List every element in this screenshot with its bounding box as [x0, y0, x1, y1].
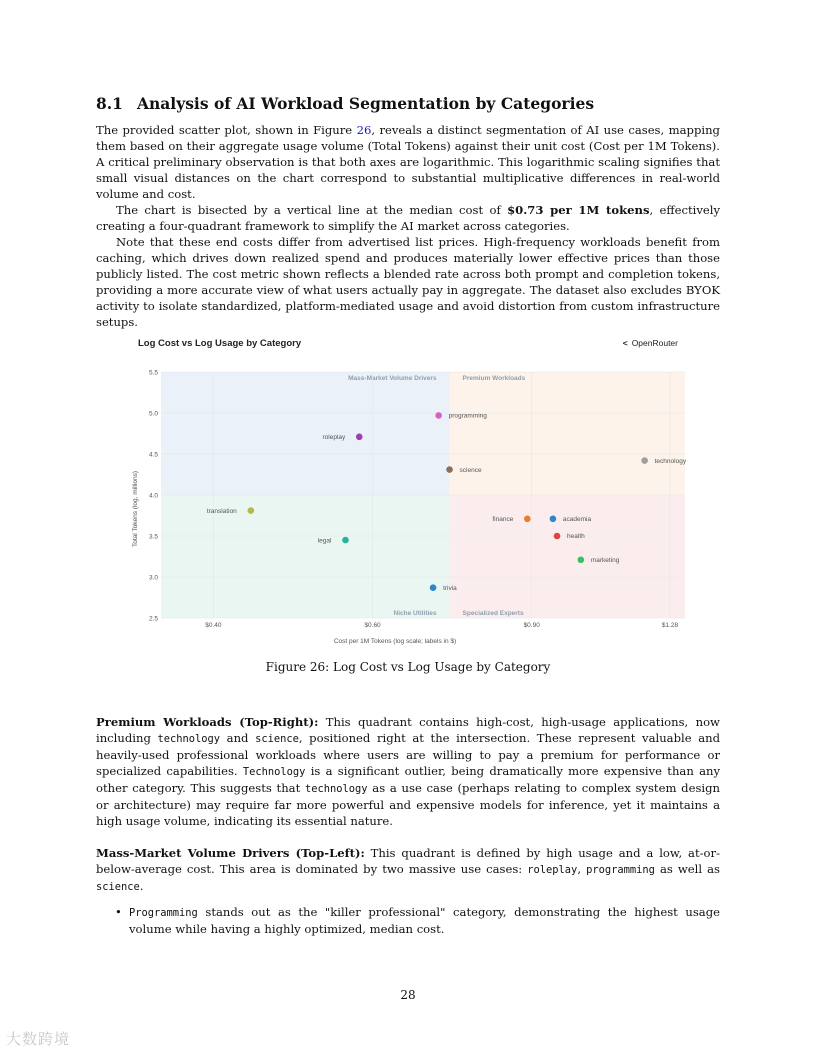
data-label-science: science	[459, 466, 482, 474]
paragraph-mass-market	[96, 845, 720, 895]
figure-caption: Figure 26: Log Cost vs Log Usage by Category	[265, 660, 551, 674]
x-tick-label: $0.60	[364, 622, 381, 629]
paragraph-premium	[96, 714, 720, 829]
data-label-academia: academia	[562, 515, 592, 523]
paragraph-text: is a significant outlier, being dramatically more expensive than any other category. This suggests that	[96, 764, 720, 795]
code-technology-cap: Technology	[242, 766, 306, 778]
paragraph-text: ,	[577, 862, 587, 876]
x-tick-label: $0.40	[205, 622, 222, 629]
section-title	[96, 94, 594, 113]
data-point-science	[446, 466, 453, 473]
y-axis-label: Total Tokens (log, millions)	[132, 470, 139, 548]
data-point-technology	[641, 457, 648, 464]
paragraph-text: .	[139, 879, 144, 893]
chart-title: Log Cost vs Log Usage by Category	[138, 338, 302, 349]
data-point-translation	[248, 507, 255, 514]
y-tick-label: 5.5	[148, 369, 158, 377]
paragraph-text: This quadrant is defined by high usage and a low, at-or-below-average cost. This area is dominated by two massive use cases:	[96, 846, 720, 876]
figure-reference-link[interactable]: 26	[356, 123, 372, 137]
y-tick-label: 5.0	[148, 410, 158, 418]
data-label-translation: translation	[206, 507, 237, 515]
paragraph-text: , positioned right at the intersection. These represent valuable and heavily-used professional workloads where users are willing to pay a premium for performance or specialized capabilities.	[96, 731, 721, 778]
code-technology: technology	[305, 783, 368, 795]
code-roleplay: roleplay	[527, 864, 578, 876]
data-point-academia	[550, 515, 557, 522]
premium-heading: Premium Workloads (Top-Right):	[96, 715, 319, 729]
data-point-health	[554, 533, 561, 540]
data-point-trivia	[430, 584, 437, 591]
y-tick-label: 3.5	[148, 533, 158, 541]
page-number: 28	[400, 988, 416, 1002]
data-point-legal	[342, 537, 349, 544]
y-tick-label: 4.0	[148, 492, 158, 500]
list-item	[112, 904, 720, 937]
watermark-logo: 大数跨境	[6, 1030, 71, 1048]
data-point-programming	[435, 412, 442, 419]
data-point-marketing	[578, 556, 585, 563]
paragraph-text: and	[220, 731, 256, 745]
y-tick-label: 2.5	[148, 615, 158, 623]
bullet-marker: •	[115, 905, 122, 919]
median-cost-bold: $0.73 per 1M tokens	[507, 203, 650, 217]
section-heading: Analysis of AI Workload Segmentation by Categories	[136, 94, 595, 113]
data-point-finance	[524, 515, 531, 522]
data-label-marketing: marketing	[590, 556, 620, 564]
paragraph-text: , reveals a distinct segmentation of AI use cases, mapping them based on their aggregate usage volume (Total Tokens) against their unit cost (Cost per 1M Tokens). A critical preliminary observation is that both axes are logarithmic. This logarithmic scaling signifies that small visual distances on the chart correspond to substantial multiplicative differences in real-world volume and cost.	[96, 123, 720, 201]
chart-canvas	[130, 334, 686, 648]
quadrant-label: Specialized Experts	[462, 610, 524, 617]
quadrant-label: Mass-Market Volume Drivers	[348, 375, 437, 382]
paragraph-text: This quadrant contains high-cost, high-usage applications, now including	[96, 715, 720, 745]
data-label-health: health	[567, 533, 585, 541]
quadrant-bottom-left	[161, 495, 450, 618]
openrouter-icon: <	[622, 338, 628, 348]
paragraph-costs-note: Note that these end costs differ from advertised list prices. High-frequency workloads benefit from caching, which drives down realized spend and produces materially lower effective prices than those publicly listed. The cost metric shown reflects a blended rate across both prompt and completion tokens, providing a more accurate view of what users actually pay in aggregate. The dataset also excludes BYOK activity to isolate standardized, platform-mediated usage and avoid distortion from custom infrastructure setups.	[96, 235, 720, 329]
brand-label: OpenRouter	[631, 338, 678, 348]
quadrant-label: Premium Workloads	[462, 375, 526, 382]
section-number: 8.1	[96, 94, 123, 113]
paragraph-text: The provided scatter plot, shown in Figure	[96, 123, 357, 137]
data-point-roleplay	[356, 433, 363, 440]
mass-market-heading: Mass-Market Volume Drivers (Top-Left):	[96, 846, 365, 860]
quadrant-label: Niche Utilities	[393, 610, 437, 617]
code-technology: technology	[157, 733, 221, 745]
data-label-roleplay: roleplay	[322, 433, 346, 441]
y-tick-label: 4.5	[148, 451, 158, 459]
y-tick-label: 3.0	[148, 574, 158, 582]
data-label-trivia: trivia	[443, 584, 457, 592]
paragraph-intro	[96, 122, 720, 202]
paragraph-median	[96, 202, 720, 234]
code-science: science	[255, 733, 299, 745]
code-programming: programming	[586, 864, 655, 876]
code-programming: Programming	[129, 907, 198, 919]
data-label-technology: technology	[654, 457, 686, 465]
bullet-list	[112, 904, 720, 937]
code-science: science	[96, 881, 140, 893]
paragraph-text: The chart is bisected by a vertical line at the median cost of	[116, 203, 508, 217]
data-label-finance: finance	[492, 515, 514, 523]
list-item-text: stands out as the "killer professional" category, demonstrating the highest usage volume while having a highly optimized, median cost.	[129, 905, 720, 936]
paragraph-text: as a use case (perhaps relating to complex system design or architecture) may require far more powerful and expensive models for inference, yet it maintains a high usage volume, indicating its essential nature.	[96, 781, 720, 828]
x-axis-label: Cost per 1M Tokens (log scale; labels in $)	[333, 638, 457, 645]
paragraph-text: , effectively creating a four-quadrant framework to simplify the AI market across categories.	[96, 203, 721, 233]
quadrant-top-left	[161, 372, 450, 495]
x-tick-label: $0.90	[523, 622, 540, 629]
paragraph-text: as well as	[654, 862, 720, 876]
scatter-chart	[130, 334, 686, 648]
quadrant-top-right	[450, 372, 685, 495]
data-label-legal: legal	[317, 537, 332, 545]
data-label-programming: programming	[448, 412, 487, 420]
quadrant-bottom-right	[450, 495, 685, 618]
x-tick-label: $1.28	[661, 622, 679, 629]
